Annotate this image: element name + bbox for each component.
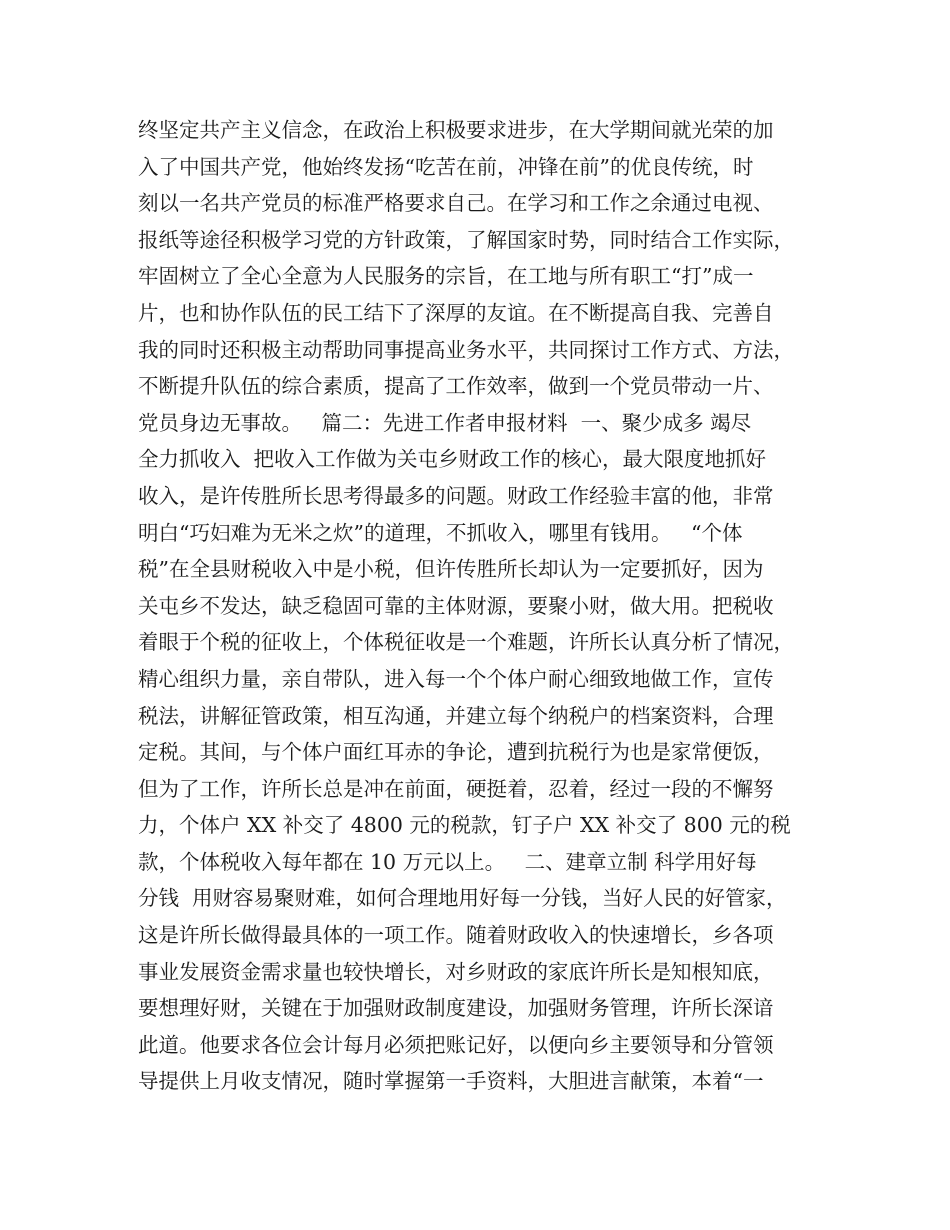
text-line: 但为了工作，许所长总是冲在前面，硬挺着，忍着，经过一段的不懈努	[138, 776, 774, 801]
text-line: 分钱 用财容易聚财难，如何合理地用好每一分钱，当好人民的好管家，	[138, 886, 787, 911]
text-line: 明白“巧妇难为无米之炊”的道理，不抓收入，哪里有钱用。 “个体	[138, 520, 743, 545]
text-line: 导提供上月收支情况，随时掌握第一手资料，大胆进言献策，本着“一	[138, 1069, 764, 1094]
text-line: 我的同时还积极主动帮助同事提高业务水平，共同探讨工作方式、方法，	[138, 337, 794, 362]
text-line: 款，个体税收入每年都在 10 万元以上。 二、建章立制 科学用好每	[138, 849, 757, 874]
text-line: 税法，讲解征管政策，相互沟通，并建立每个纳税户的档案资料，合理	[138, 703, 774, 728]
text-line: 报纸等途径积极学习党的方针政策，了解国家时势，同时结合工作实际，	[138, 227, 794, 252]
text-line: 入了中国共产党，他始终发扬“吃苦在前，冲锋在前”的优良传统，时	[138, 154, 754, 179]
body-text	[138, 112, 828, 1100]
text-line: 精心组织力量，亲自带队，进入每一个个体户耐心细致地做工作，宣传	[138, 666, 774, 691]
text-line: 收入，是许传胜所长思考得最多的问题。财政工作经验丰富的他，非常	[138, 483, 774, 508]
text-line: 关屯乡不发达，缺乏稳固可靠的主体财源，要聚小财，做大用。把税收	[138, 593, 774, 618]
text-line: 牢固树立了全心全意为人民服务的宗旨，在工地与所有职工“打”成一	[138, 264, 754, 289]
text-line: 要想理好财，关键在于加强财政制度建设，加强财务管理，许所长深谙	[138, 996, 774, 1021]
text-line: 这是许所长做得最具体的一项工作。随着财政收入的快速增长，乡各项	[138, 923, 774, 948]
text-line: 力，个体户 XX 补交了 4800 元的税款，钉子户 XX 补交了 800 元的税	[138, 813, 791, 838]
text-line: 此道。他要求各位会计每月必须把账记好，以便向乡主要领导和分管领	[138, 1032, 774, 1057]
text-line: 全力抓收入 把收入工作做为关屯乡财政工作的核心，最大限度地抓好	[138, 447, 767, 472]
text-line: 不断提升队伍的综合素质，提高了工作效率，做到一个党员带动一片、	[138, 374, 774, 399]
text-line: 事业发展资金需求量也较快增长，对乡财政的家底许所长是知根知底，	[138, 959, 774, 984]
text-line: 着眼于个税的征收上，个体税征收是一个难题，许所长认真分析了情况，	[138, 630, 794, 655]
text-line: 刻以一名共产党员的标准严格要求自己。在学习和工作之余通过电视、	[138, 191, 774, 216]
text-line: 党员身边无事故。 篇二：先进工作者申报材料 一、聚少成多 竭尽	[138, 410, 752, 435]
text-line: 定税。其间，与个体户面红耳赤的争论，遭到抗税行为也是家常便饭，	[138, 740, 774, 765]
text-line: 片，也和协作队伍的民工结下了深厚的友谊。在不断提高自我、完善自	[138, 300, 774, 325]
text-line: 税”在全县财税收入中是小税，但许传胜所长却认为一定要抓好，因为	[138, 557, 764, 582]
text-line: 终坚定共产主义信念，在政治上积极要求进步，在大学期间就光荣的加	[138, 118, 774, 142]
